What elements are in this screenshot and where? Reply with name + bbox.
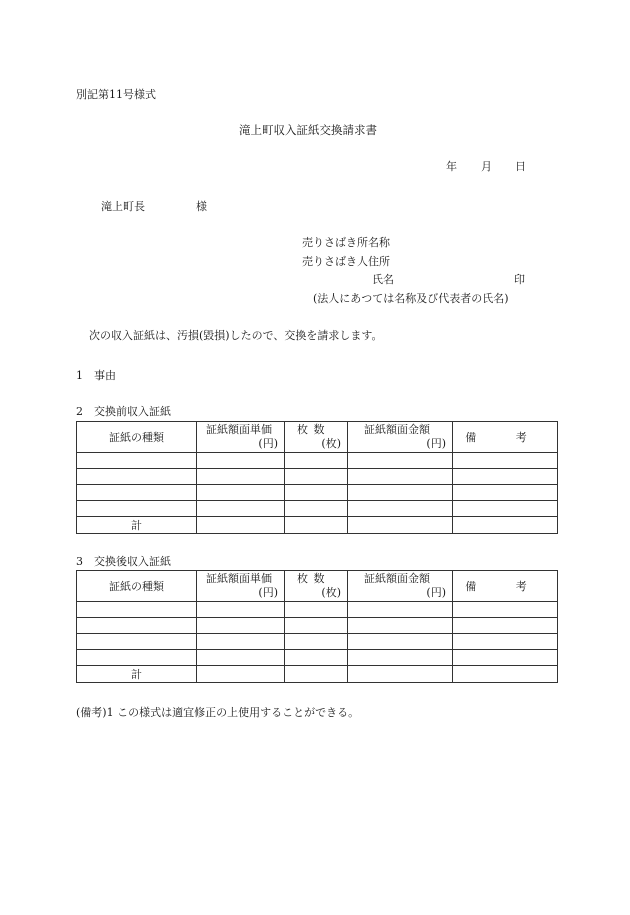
header-count (285, 422, 348, 453)
date-year: 年 (446, 160, 457, 173)
header-kind: 証紙の種類 (77, 571, 197, 602)
header-amount-unit: (円) (426, 437, 446, 450)
header-count-label: 枚 数 (297, 423, 326, 436)
kind-cell[interactable] (77, 501, 197, 517)
remarks-cell[interactable] (453, 501, 558, 517)
remarks-cell[interactable] (453, 618, 558, 634)
total-label: 計 (77, 666, 197, 683)
remarks-cell[interactable] (453, 485, 558, 501)
remarks-cell[interactable] (453, 634, 558, 650)
unit-price-cell[interactable] (197, 634, 285, 650)
applicant-name-label: 氏名 (372, 273, 394, 286)
count-cell[interactable] (285, 469, 348, 485)
total-unit-price-cell[interactable] (197, 666, 285, 683)
amount-cell[interactable] (348, 501, 453, 517)
total-remarks-cell[interactable] (453, 517, 558, 534)
remarks-cell[interactable] (453, 602, 558, 618)
before-exchange-table (76, 421, 558, 534)
document-title: 滝上町収入証紙交換請求書 (239, 123, 377, 137)
kind-cell[interactable] (77, 602, 197, 618)
date-month: 月 (481, 160, 492, 173)
header-amount-label: 証紙額面金額 (364, 423, 430, 436)
table-header-row (77, 422, 558, 453)
total-amount-cell[interactable] (348, 517, 453, 534)
table-row (77, 602, 558, 618)
unit-price-cell[interactable] (197, 602, 285, 618)
header-unit-price-label: 証紙額面単価 (206, 423, 272, 436)
table-row (77, 634, 558, 650)
kind-cell[interactable] (77, 618, 197, 634)
unit-price-cell[interactable] (197, 501, 285, 517)
request-statement: 次の収入証紙は、汚損(毀損)したので、交換を請求します。 (89, 329, 383, 342)
kind-cell[interactable] (77, 469, 197, 485)
unit-price-cell[interactable] (197, 485, 285, 501)
count-cell[interactable] (285, 618, 348, 634)
count-cell[interactable] (285, 634, 348, 650)
applicant-address: 売りさばき人住所 (302, 255, 390, 268)
unit-price-cell[interactable] (197, 453, 285, 469)
header-unit-price (197, 422, 285, 453)
kind-cell[interactable] (77, 634, 197, 650)
date-day: 日 (515, 160, 526, 173)
amount-cell[interactable] (348, 602, 453, 618)
amount-cell[interactable] (348, 485, 453, 501)
section-title: 交換後収入証紙 (94, 555, 171, 568)
header-amount (348, 571, 453, 602)
corporate-note: (法人にあつては名称及び代表者の氏名) (313, 292, 509, 305)
amount-cell[interactable] (348, 618, 453, 634)
unit-price-cell[interactable] (197, 650, 285, 666)
remarks-cell[interactable] (453, 469, 558, 485)
kind-cell[interactable] (77, 485, 197, 501)
count-cell[interactable] (285, 453, 348, 469)
form-number: 別記第11号様式 (76, 88, 156, 101)
header-count-unit: (枚) (321, 586, 341, 599)
table-row (77, 469, 558, 485)
total-count-cell[interactable] (285, 666, 348, 683)
total-unit-price-cell[interactable] (197, 517, 285, 534)
table-row (77, 618, 558, 634)
total-row (77, 517, 558, 534)
footnote: (備考)1 この様式は適宜修正の上使用することができる。 (76, 706, 360, 719)
count-cell[interactable] (285, 501, 348, 517)
header-remarks: 備 考 (453, 422, 558, 453)
section-title: 交換前収入証紙 (94, 405, 171, 418)
count-cell[interactable] (285, 650, 348, 666)
count-cell[interactable] (285, 602, 348, 618)
amount-cell[interactable] (348, 469, 453, 485)
amount-cell[interactable] (348, 650, 453, 666)
section-number: 2 (76, 405, 83, 418)
section-title: 事由 (94, 369, 116, 382)
table-row (77, 485, 558, 501)
header-unit-price (197, 571, 285, 602)
section-number: 1 (76, 369, 83, 382)
header-count-label: 枚 数 (297, 572, 326, 585)
section-number: 3 (76, 555, 83, 568)
total-label: 計 (77, 517, 197, 534)
table-row (77, 453, 558, 469)
total-amount-cell[interactable] (348, 666, 453, 683)
kind-cell[interactable] (77, 650, 197, 666)
kind-cell[interactable] (77, 453, 197, 469)
header-unit-price-unit: (円) (258, 437, 278, 450)
seal-mark: 印 (514, 273, 525, 286)
remarks-cell[interactable] (453, 453, 558, 469)
header-amount-label: 証紙額面金額 (364, 572, 430, 585)
header-amount (348, 422, 453, 453)
header-kind: 証紙の種類 (77, 422, 197, 453)
unit-price-cell[interactable] (197, 469, 285, 485)
remarks-cell[interactable] (453, 650, 558, 666)
table-row (77, 650, 558, 666)
table-header-row (77, 571, 558, 602)
total-count-cell[interactable] (285, 517, 348, 534)
count-cell[interactable] (285, 485, 348, 501)
applicant-shop-name: 売りさばき所名称 (302, 236, 390, 249)
total-remarks-cell[interactable] (453, 666, 558, 683)
addressee-name: 滝上町長 (101, 200, 145, 213)
table-row (77, 501, 558, 517)
header-unit-price-unit: (円) (258, 586, 278, 599)
amount-cell[interactable] (348, 453, 453, 469)
header-count-unit: (枚) (321, 437, 341, 450)
header-remarks: 備 考 (453, 571, 558, 602)
addressee-honorific: 様 (196, 200, 207, 213)
header-unit-price-label: 証紙額面単価 (206, 572, 272, 585)
header-count (285, 571, 348, 602)
unit-price-cell[interactable] (197, 618, 285, 634)
amount-cell[interactable] (348, 634, 453, 650)
total-row (77, 666, 558, 683)
header-amount-unit: (円) (426, 586, 446, 599)
after-exchange-table (76, 570, 558, 683)
